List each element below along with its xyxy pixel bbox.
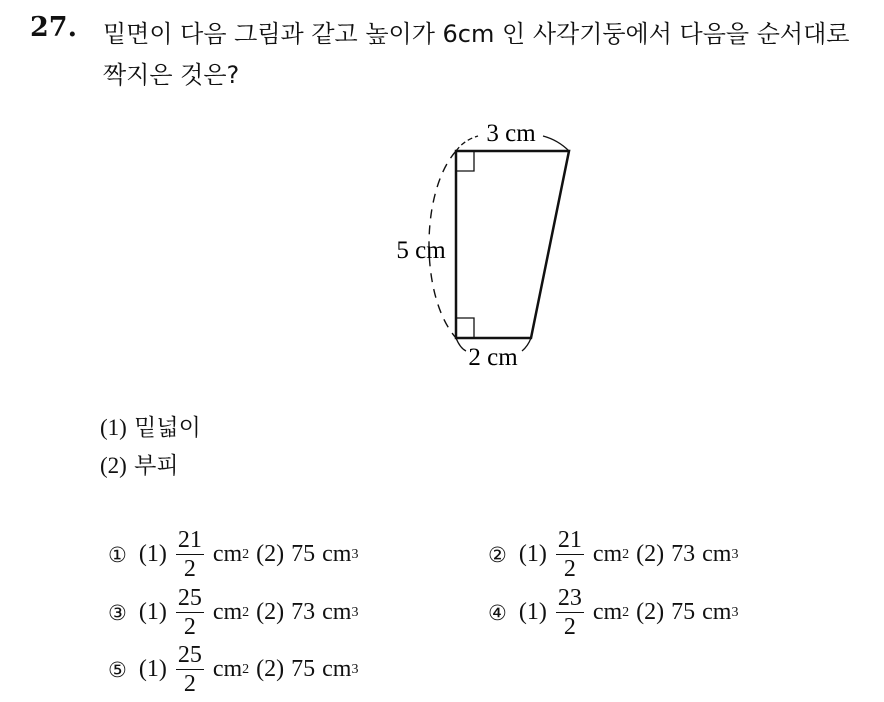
bottom-width-brace (522, 338, 531, 351)
part-label: (2) (636, 599, 665, 625)
area-exponent: 2 (622, 604, 630, 620)
denominator: 2 (563, 556, 576, 582)
volume-exponent: 3 (731, 546, 739, 562)
area-unit: cm (212, 599, 243, 625)
choice-mark: ① (108, 542, 127, 567)
area-fraction (176, 528, 204, 581)
item-number: (1) (100, 415, 127, 440)
volume-exponent: 3 (351, 661, 359, 677)
choice-mark: ③ (108, 600, 127, 625)
top-width-label: 3 cm (486, 120, 536, 147)
area-exponent: 2 (242, 546, 250, 562)
right-angle-mark-top (456, 151, 474, 171)
choice-2[interactable] (488, 528, 738, 581)
numerator: 25 (177, 642, 202, 668)
volume-unit: cm (702, 599, 732, 625)
denominator: 2 (183, 556, 196, 582)
area-exponent: 2 (242, 604, 250, 620)
bottom-width-brace (456, 338, 466, 351)
area-unit: cm (592, 541, 623, 567)
denominator: 2 (563, 614, 576, 640)
volume-value: 73 (291, 599, 316, 625)
question-number: 27. (30, 12, 77, 43)
list-item (100, 447, 201, 485)
numerator: 25 (177, 585, 202, 611)
choice-3[interactable] (108, 586, 358, 639)
choice-5[interactable] (108, 643, 358, 696)
denominator: 2 (183, 614, 196, 640)
numerator: 21 (557, 527, 582, 553)
part-label: (1) (138, 656, 167, 682)
item-list (100, 409, 201, 485)
volume-value: 75 (671, 599, 696, 625)
part-label: (2) (636, 541, 665, 567)
item-label: 부피 (134, 453, 179, 479)
choice-mark: ④ (488, 600, 507, 625)
area-unit: cm (212, 541, 243, 567)
volume-exponent: 3 (731, 604, 739, 620)
top-width-brace (456, 136, 478, 151)
area-fraction (176, 586, 204, 639)
bottom-width-label: 2 cm (468, 344, 518, 371)
part-label: (2) (256, 541, 285, 567)
part-label: (2) (256, 599, 285, 625)
volume-exponent: 3 (351, 604, 359, 620)
volume-value: 75 (291, 541, 316, 567)
denominator: 2 (183, 671, 196, 697)
top-width-brace (543, 136, 569, 151)
trapezoid-figure (380, 112, 580, 377)
area-unit: cm (212, 656, 243, 682)
area-fraction (176, 643, 204, 696)
choice-mark: ② (488, 542, 507, 567)
choice-1[interactable] (108, 528, 358, 581)
area-exponent: 2 (622, 546, 630, 562)
part-label: (1) (138, 599, 167, 625)
choice-4[interactable] (488, 586, 738, 639)
part-label: (1) (518, 541, 547, 567)
area-exponent: 2 (242, 661, 250, 677)
area-fraction (556, 586, 584, 639)
question-text: 밑면이 다음 그림과 같고 높이가 6cm 인 사각기둥에서 다음을 순서대로 짝지은 것은? (103, 20, 850, 89)
list-item (100, 409, 201, 447)
numerator: 21 (177, 527, 202, 553)
area-unit: cm (592, 599, 623, 625)
volume-unit: cm (322, 656, 352, 682)
part-label: (2) (256, 656, 285, 682)
volume-unit: cm (702, 541, 732, 567)
choice-mark: ⑤ (108, 657, 127, 682)
right-angle-mark-bottom (456, 318, 474, 338)
item-label: 밑넓이 (134, 415, 201, 441)
part-label: (1) (518, 599, 547, 625)
numerator: 23 (557, 585, 582, 611)
part-label: (1) (138, 541, 167, 567)
volume-unit: cm (322, 599, 352, 625)
trapezoid-shape (456, 151, 569, 338)
area-fraction (556, 528, 584, 581)
volume-value: 73 (671, 541, 696, 567)
item-number: (2) (100, 453, 127, 478)
left-height-label: 5 cm (396, 237, 446, 264)
volume-value: 75 (291, 656, 316, 682)
volume-unit: cm (322, 541, 352, 567)
volume-exponent: 3 (351, 546, 359, 562)
